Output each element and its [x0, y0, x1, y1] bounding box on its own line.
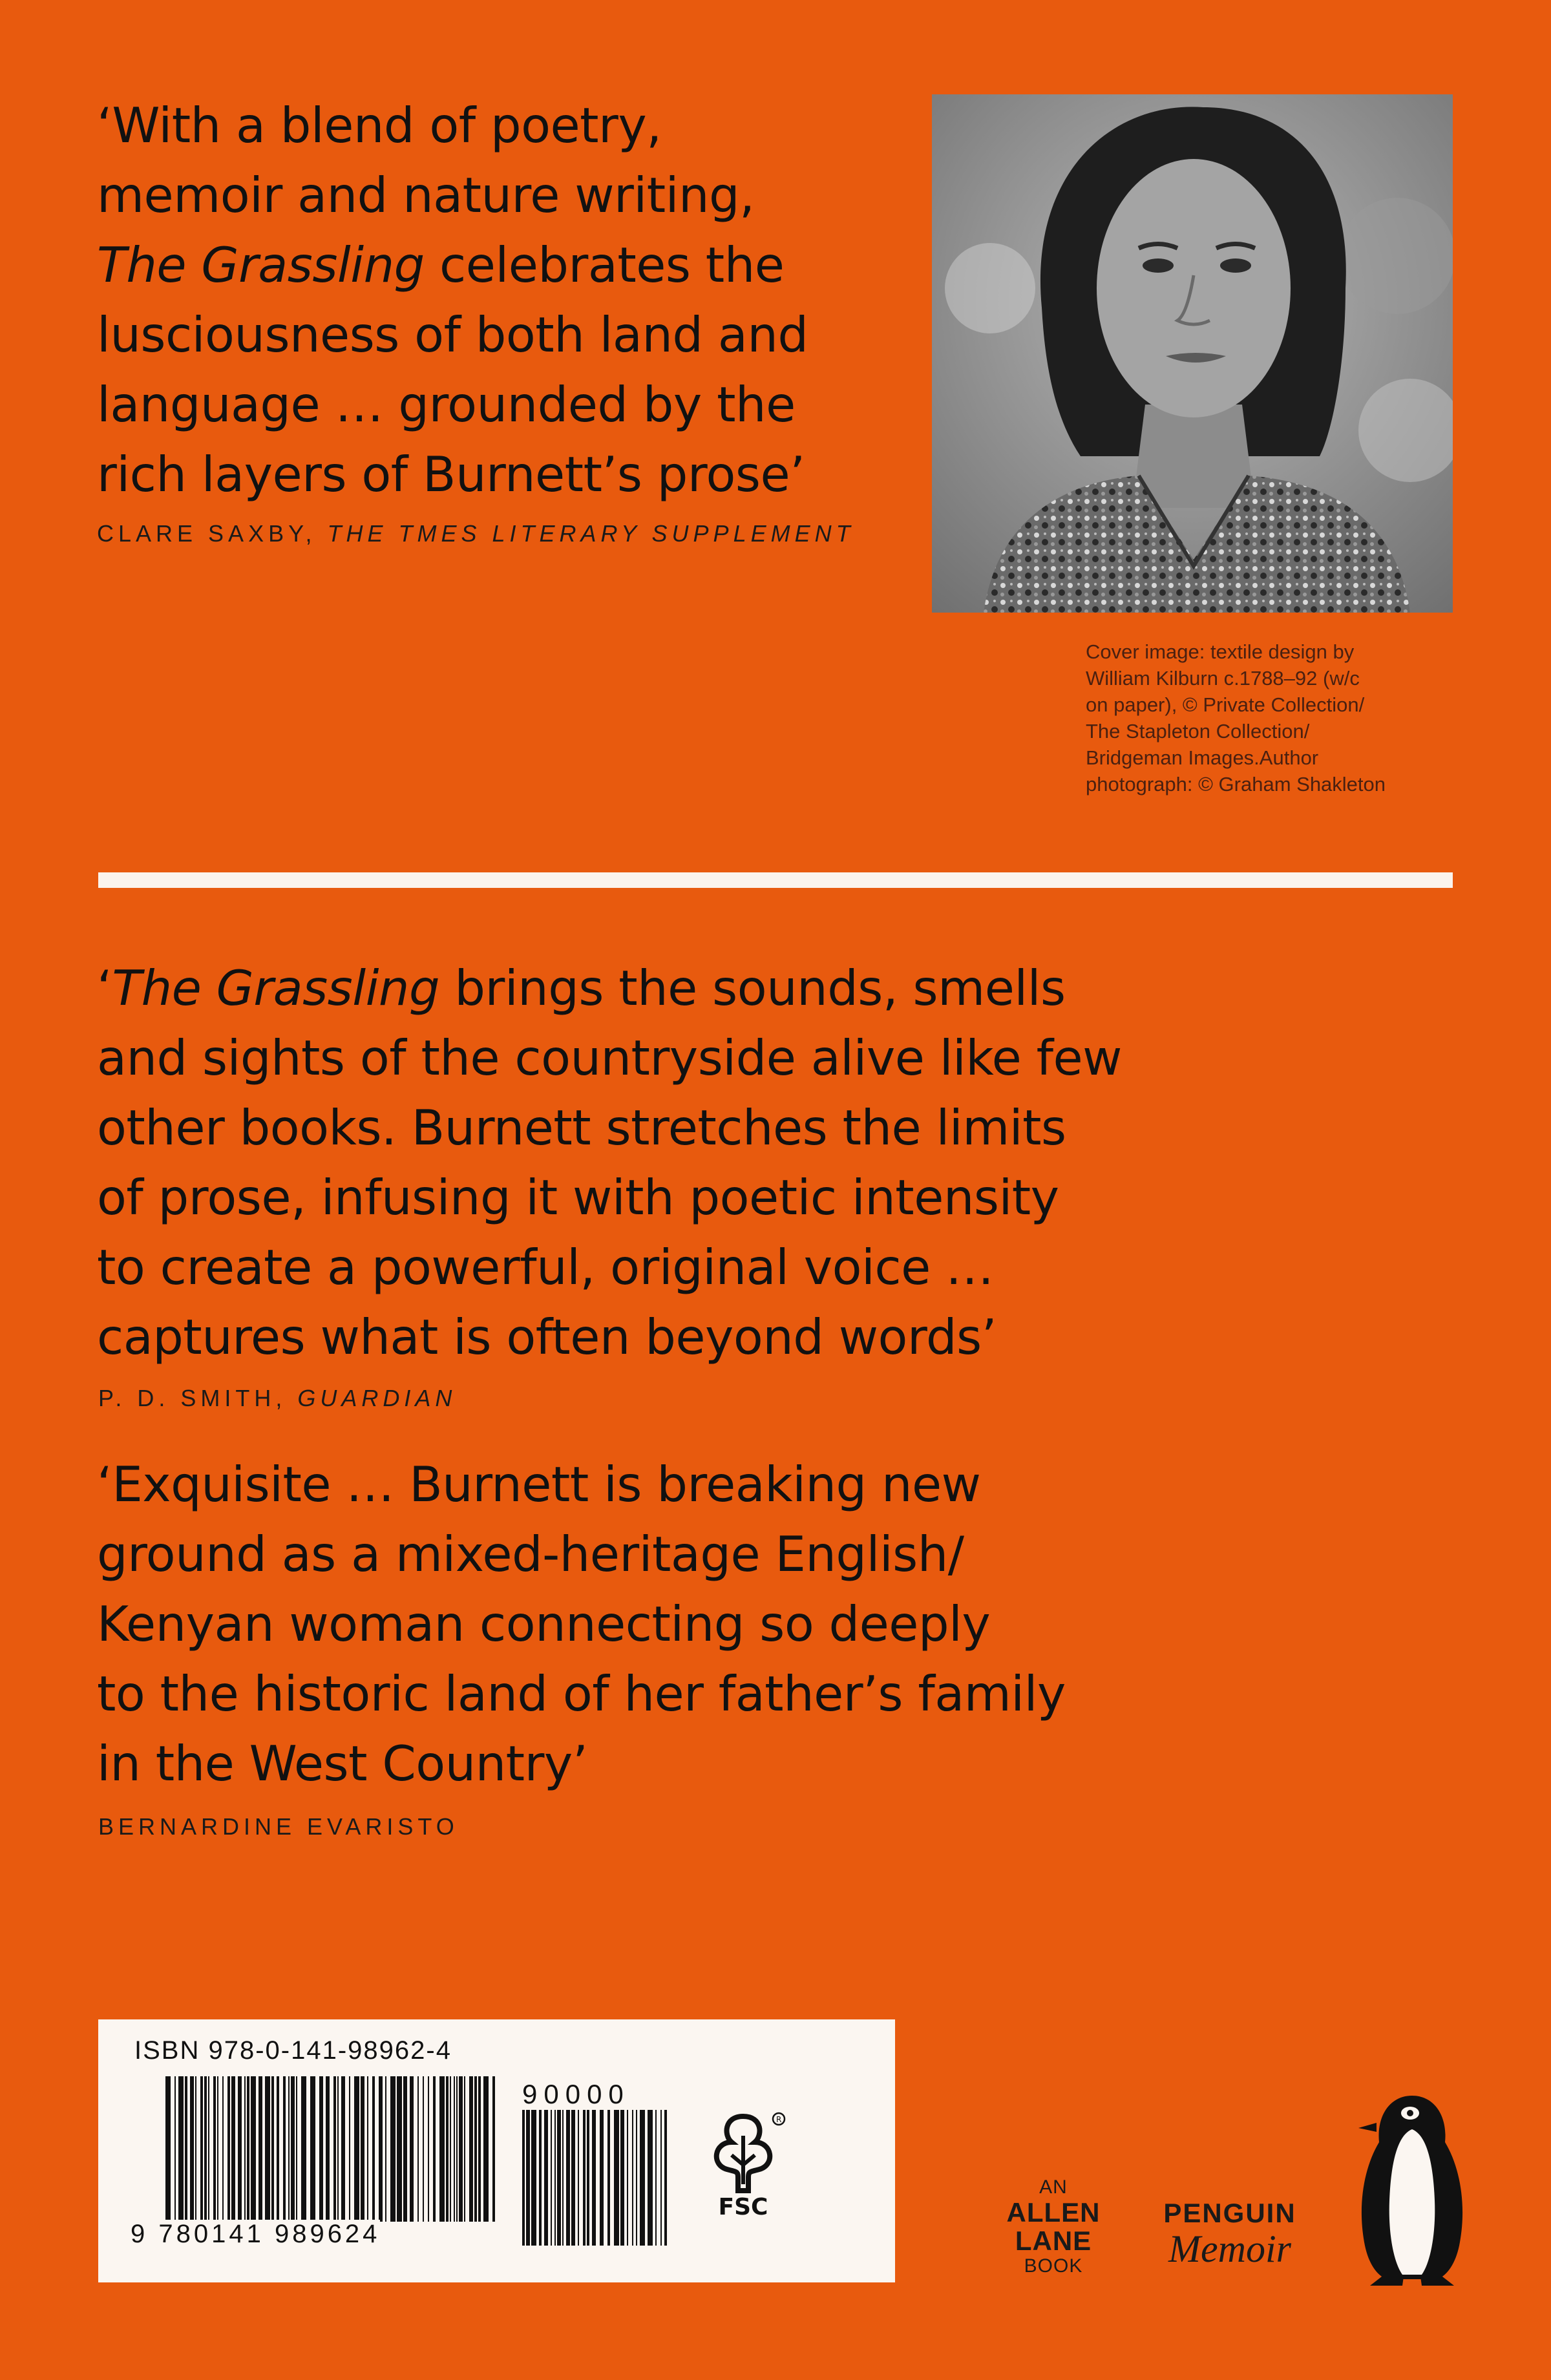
- barcode-bar: [544, 2110, 548, 2246]
- barcode-bar: [660, 2110, 662, 2246]
- quote-line: language … grounded by the: [97, 376, 796, 433]
- barcode-panel: [98, 2019, 895, 2282]
- barcode-bar: [557, 2110, 561, 2246]
- barcode-bar: [385, 2076, 386, 2222]
- price-addon-barcode: [522, 2110, 668, 2265]
- fsc-logo-icon: [698, 2110, 788, 2220]
- barcode-bar: [195, 2076, 196, 2222]
- barcode-bar: [326, 2076, 330, 2222]
- barcode-bar: [379, 2076, 383, 2222]
- barcode-bar: [439, 2076, 445, 2222]
- credit-line: William Kilburn c.1788–92 (w/c: [1086, 667, 1360, 690]
- barcode-bar: [271, 2076, 274, 2222]
- barcode-bar: [664, 2110, 667, 2246]
- author-photo-image: [932, 94, 1453, 613]
- barcode-bar: [607, 2110, 610, 2246]
- barcode-bar: [587, 2110, 589, 2246]
- barcode-bar: [620, 2110, 624, 2246]
- quote-line: [97, 230, 808, 300]
- imprint-book: BOOK: [1024, 2255, 1083, 2277]
- barcode-bar: [217, 2076, 218, 2222]
- quote-line: ‘With a blend of poetry,: [97, 97, 662, 154]
- quote-line: of prose, infusing it with poetic intensity: [97, 1169, 1059, 1226]
- quote-line: ‘Exquisite … Burnett is breaking new: [97, 1456, 981, 1513]
- barcode-bar: [454, 2076, 455, 2222]
- barcode-bar: [165, 2076, 171, 2241]
- imprint-an: AN: [1039, 2176, 1068, 2198]
- credit-line: on paper), © Private Collection/: [1086, 693, 1365, 716]
- barcode-bar: [227, 2076, 230, 2222]
- quote-clare-saxby: [97, 90, 808, 509]
- barcode-bar: [185, 2076, 187, 2222]
- cover-credits: [1086, 638, 1473, 797]
- fsc-label: FSC: [718, 2194, 768, 2220]
- barcode-bar: [571, 2110, 575, 2246]
- barcode-bar: [578, 2110, 579, 2246]
- quote-attribution: [97, 520, 855, 547]
- quote-line: and sights of the countryside alive like few: [97, 1029, 1122, 1086]
- price-addon-digits: 90000: [522, 2079, 630, 2109]
- section-divider: [98, 872, 1453, 888]
- barcode-bar: [291, 2076, 295, 2222]
- barcode-bar: [446, 2076, 448, 2222]
- barcode-bar: [288, 2076, 290, 2222]
- barcode-bar: [655, 2110, 657, 2246]
- barcode-bar: [238, 2076, 242, 2222]
- barcode-bar: [478, 2076, 481, 2222]
- attribution-name: CLARE SAXBY,: [97, 520, 328, 547]
- barcode-bar: [539, 2110, 542, 2246]
- author-photograph: [932, 94, 1453, 613]
- barcode-bar: [397, 2076, 402, 2222]
- isbn-text: ISBN 978-0-141-98962-4: [134, 2036, 452, 2065]
- barcode-bar: [341, 2076, 345, 2222]
- barcode-bar: [247, 2076, 249, 2222]
- quote-line: other books. Burnett stretches the limits: [97, 1099, 1066, 1156]
- barcode-bar: [337, 2076, 339, 2241]
- barcode-bar: [450, 2076, 451, 2222]
- attribution-source: THE TMES LITERARY SUPPLEMENT: [327, 520, 855, 547]
- barcode-bar: [627, 2110, 628, 2246]
- barcode-bar: [433, 2076, 436, 2222]
- barcode-bar: [277, 2076, 279, 2222]
- open-quote-mark: ‘: [97, 960, 112, 1016]
- quote-line: memoir and nature writing,: [97, 167, 755, 224]
- quote-line: to create a powerful, original voice …: [97, 1239, 994, 1296]
- barcode-bar: [333, 2076, 336, 2241]
- barcode-bar: [566, 2110, 570, 2246]
- barcode-bar: [417, 2076, 419, 2222]
- barcode-bar: [208, 2076, 209, 2222]
- barcode-bar: [423, 2076, 424, 2222]
- imprint-allen: ALLEN: [1006, 2197, 1101, 2227]
- barcode-bar: [213, 2076, 216, 2222]
- barcode-bar: [367, 2076, 368, 2222]
- barcode-bar: [456, 2076, 458, 2222]
- barcode-bar: [319, 2076, 323, 2222]
- credit-line: The Stapleton Collection/: [1086, 720, 1310, 742]
- quote-attribution: BERNARDINE EVARISTO: [98, 1813, 459, 1840]
- barcode-bar: [222, 2076, 224, 2222]
- barcode-bar: [231, 2076, 235, 2222]
- barcode-bar: [562, 2110, 564, 2246]
- barcode-bar: [265, 2076, 270, 2222]
- barcode-bar: [372, 2076, 375, 2222]
- barcode-bar: [526, 2110, 530, 2246]
- quote-line-text: brings the sounds, smells: [439, 960, 1066, 1016]
- barcode-bar: [614, 2110, 619, 2246]
- quote-line: rich layers of Burnett’s prose’: [97, 446, 805, 503]
- barcode-bar: [283, 2076, 286, 2222]
- quote-line: ground as a mixed-heritage English/: [97, 1526, 964, 1583]
- series-logo: [1152, 2197, 1307, 2268]
- barcode-bar: [592, 2110, 596, 2246]
- quote-line: in the West Country’: [97, 1735, 588, 1792]
- attribution-name: P. D. SMITH,: [98, 1385, 298, 1411]
- barcode-bar: [310, 2076, 315, 2222]
- book-title: The Grassling: [97, 237, 425, 293]
- barcode-bar: [554, 2110, 556, 2246]
- barcode-bar: [459, 2076, 463, 2222]
- credit-line: Bridgeman Images.Author: [1086, 746, 1319, 769]
- barcode-bar: [464, 2076, 465, 2222]
- penguin-logo-icon: [1351, 2090, 1473, 2291]
- imprint-lane: LANE: [1015, 2226, 1092, 2256]
- barcode-bar: [551, 2110, 552, 2246]
- quote-pd-smith: [97, 953, 1122, 1372]
- barcode-bar: [301, 2076, 306, 2222]
- svg-text:R: R: [776, 2115, 782, 2124]
- quote-line-text: celebrates the: [424, 237, 785, 293]
- series-name: Memoir: [1168, 2227, 1291, 2270]
- barcode-bar: [531, 2110, 536, 2246]
- barcode-bar: [251, 2076, 256, 2222]
- barcode-bar: [258, 2076, 262, 2222]
- barcode-bar: [410, 2076, 414, 2222]
- barcode-bar: [190, 2076, 194, 2222]
- barcode-bar: [349, 2076, 350, 2222]
- barcode-bar: [636, 2110, 637, 2246]
- barcode-bar: [469, 2076, 473, 2222]
- barcode-bar: [178, 2076, 184, 2222]
- quote-attribution: [98, 1385, 456, 1412]
- barcode-bar: [296, 2076, 297, 2222]
- barcode-digits: 9 780141 989624: [131, 2220, 381, 2248]
- barcode-bar: [354, 2076, 359, 2222]
- barcode-bar: [204, 2076, 207, 2222]
- quote-line: Kenyan woman connecting so deeply: [97, 1595, 991, 1652]
- quote-line: to the historic land of her father’s family: [97, 1665, 1066, 1722]
- credit-line: photograph: © Graham Shakleton: [1086, 773, 1386, 795]
- series-brand: PENGUIN: [1163, 2198, 1296, 2228]
- barcode-bar: [428, 2076, 429, 2222]
- barcode-bar: [390, 2076, 396, 2222]
- barcode-bar: [492, 2076, 495, 2222]
- quote-line: captures what is often beyond words’: [97, 1309, 997, 1365]
- barcode-bar: [640, 2110, 645, 2246]
- quote-bernardine-evaristo: [97, 1449, 1066, 1798]
- barcode-bar: [474, 2076, 477, 2222]
- allen-lane-imprint: [989, 2176, 1118, 2277]
- barcode-bar: [522, 2110, 525, 2246]
- barcode-bar: [632, 2110, 633, 2246]
- barcode-bar: [600, 2110, 604, 2246]
- barcode-bar: [361, 2076, 364, 2222]
- barcode-bar: [648, 2110, 653, 2246]
- barcode-bar: [483, 2076, 489, 2222]
- barcode-bar: [244, 2076, 246, 2222]
- quote-line: [97, 953, 1122, 1023]
- credit-line: Cover image: textile design by: [1086, 640, 1355, 663]
- barcode-bar: [403, 2076, 407, 2222]
- book-title: The Grassling: [112, 960, 440, 1016]
- ean-barcode: [165, 2076, 501, 2241]
- barcode-bar: [583, 2110, 586, 2246]
- barcode-bar: [174, 2076, 176, 2241]
- barcode-bar: [200, 2076, 203, 2222]
- attribution-source: GUARDIAN: [297, 1385, 457, 1411]
- quote-line: lusciousness of both land and: [97, 306, 808, 363]
